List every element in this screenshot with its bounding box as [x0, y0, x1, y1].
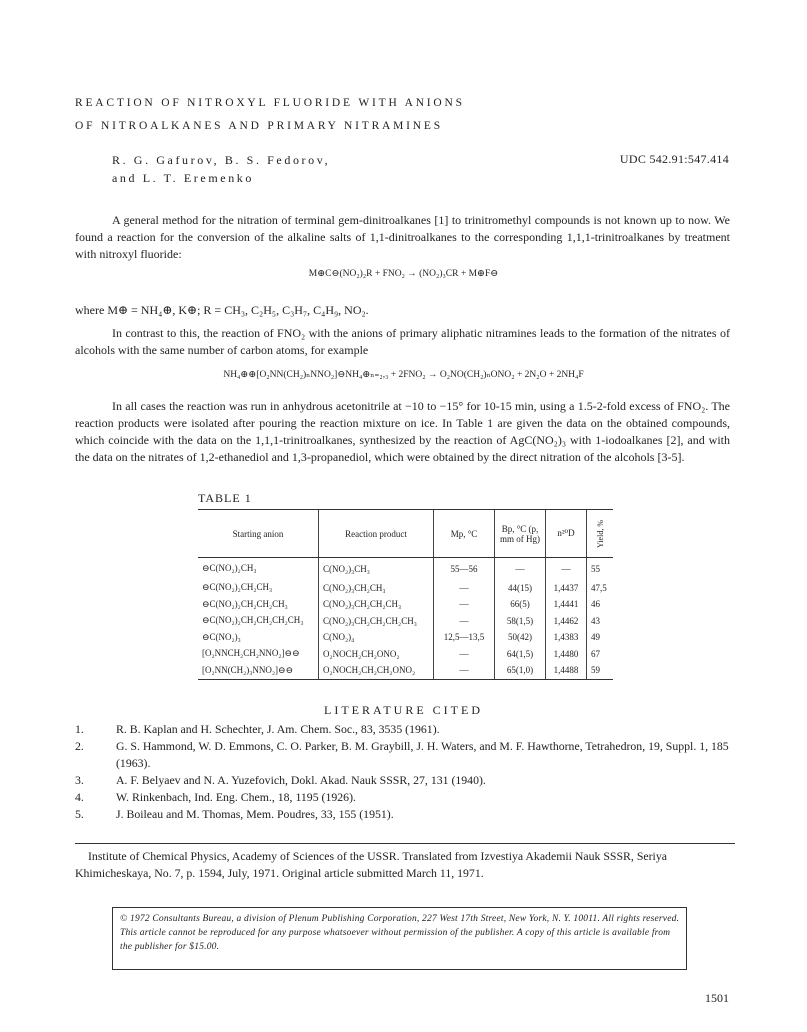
- table-cell-yield: 46: [587, 596, 614, 613]
- table-cell-product: O₂NOCH₂CH₂CH₂ONO₂: [319, 662, 434, 679]
- reference-item: 4. W. Rinkenbach, Ind. Eng. Chem., 18, 1195 (1926).: [75, 790, 356, 804]
- header-bp: Bp, °C (p, mm of Hg): [495, 510, 546, 558]
- table-cell-yield: 43: [587, 613, 614, 630]
- table-cell-bp: 65(1,0): [495, 662, 546, 679]
- where-clause: where M⊕ = NH₄⊕, K⊕; R = CH₃, C₂H₅, C₃H₇, C₄H₉, NO₂.: [75, 303, 369, 317]
- table-cell-anion: ⊖C(NO₂)₂CH₃: [202, 563, 257, 574]
- table-cell-nd: 1,4488: [546, 662, 587, 679]
- page-number: 1501: [705, 991, 729, 1005]
- table-cell-product: C(NO₂)₄: [319, 629, 434, 646]
- table-cell-bp: 64(1,5): [495, 646, 546, 663]
- header-yield: Yield, %: [587, 510, 614, 558]
- table-cell-bp: 44(15): [495, 580, 546, 597]
- table-cell-product: C(NO₂)₃CH₂CH₃: [319, 580, 434, 597]
- table-cell-mp: —: [434, 662, 495, 679]
- table-cell-bp: 58(1,5): [495, 613, 546, 630]
- paper-title-line-2: OF NITROALKANES AND PRIMARY NITRAMINES: [75, 120, 443, 132]
- equation-2: NH₄⊕⊕[O₂NN(CH₂)ₙNNO₂]⊖NH₄⊕ₙ₌₂,₃ + 2FNO₂ → O₂NO(CH₂)ₙONO₂ + 2N₂O + 2NH₄F: [223, 370, 584, 380]
- table-cell-anion: ⊖C(NO₂)₃: [202, 631, 241, 642]
- table-cell-nd: 1,4437: [546, 580, 587, 597]
- table-cell-mp: 55—56: [434, 558, 495, 580]
- reference-item: 5. J. Boileau and M. Thomas, Mem. Poudres, 33, 155 (1951).: [75, 807, 394, 821]
- table-cell-nd: 1,4480: [546, 646, 587, 663]
- authors-line-1: R. G. Gafurov, B. S. Fedorov,: [112, 153, 331, 167]
- table-cell-bp: 50(42): [495, 629, 546, 646]
- table-cell-yield: 59: [587, 662, 614, 679]
- table-cell-nd: 1,4383: [546, 629, 587, 646]
- table-cell-yield: 49: [587, 629, 614, 646]
- authors: [112, 151, 330, 187]
- footer-divider: [75, 843, 735, 844]
- header-mp: Mp, °C: [434, 510, 495, 558]
- table-cell-product: O₂NOCH₂CH₂ONO₂: [319, 646, 434, 663]
- table-cell-yield: 67: [587, 646, 614, 663]
- equation-1: M⊕C⊖(NO₂)₂R + FNO₂ → (NO₂)₃CR + M⊕F⊖: [308, 269, 499, 279]
- table-cell-nd: 1,4462: [546, 613, 587, 630]
- table-cell-yield: 55: [587, 558, 614, 580]
- paragraph-intro: A general method for the nitration of terminal gem-dinitroalkanes [1] to trinitromethyl compounds is not known up to now. We found a reaction for the conversion of the alkaline salts of 1,1-dinitroalkanes to the corresponding 1,1,1-trinitroalkanes by treatment with nitroxyl fluoride:: [75, 213, 730, 261]
- table-cell-bp: —: [495, 558, 546, 580]
- header-refractive-index: n²⁰D: [546, 510, 587, 558]
- results-table: [198, 509, 613, 680]
- header-starting-anion: Starting anion: [198, 510, 319, 558]
- table-cell-nd: 1,4441: [546, 596, 587, 613]
- reference-list: [75, 721, 735, 823]
- institute-note: Institute of Chemical Physics, Academy of Sciences of the USSR. Translated from Izvestiya Akademii Nauk SSSR, Seriya Khimicheskaya, No. 7, p. 1594, July, 1971. Original article submitted March 11, 1971.: [75, 849, 667, 880]
- udc-code: UDC 542.91:547.414: [619, 152, 729, 166]
- paper-title-line-1: REACTION OF NITROXYL FLUORIDE WITH ANIONS: [75, 97, 465, 109]
- table-cell-nd: —: [546, 558, 587, 580]
- reference-item: 1. R. B. Kaplan and H. Schechter, J. Am. Chem. Soc., 83, 3535 (1961).: [75, 722, 440, 736]
- table-cell-anion: [O₂NN(CH₂)₃NNO₂]⊖⊖: [198, 662, 319, 679]
- table-cell-product: C(NO₂)₃CH₂CH₂CH₃: [319, 596, 434, 613]
- table-cell-bp: 66(5): [495, 596, 546, 613]
- table-caption: TABLE 1: [198, 491, 252, 505]
- literature-heading: LITERATURE CITED: [324, 703, 483, 717]
- table-cell-mp: —: [434, 613, 495, 630]
- copyright-notice: © 1972 Consultants Bureau, a division of Plenum Publishing Corporation, 227 West 17th Street, New York, N. Y. 10011. All rights reserved. This article cannot be reproduced for any purpose whatsoever without permission of the publisher. A copy of this article is available from the publisher for $15.00.: [120, 914, 680, 952]
- reference-item: 2. G. S. Hammond, W. D. Emmons, C. O. Parker, B. M. Graybill, J. H. Waters, and M. F. Hawthorne, Tetrahedron, 19, Suppl. 1, 185 (1963).: [75, 739, 729, 770]
- table-cell-anion: ⊖C(NO₂)₂CH₂CH₃: [202, 582, 273, 593]
- authors-line-2: and L. T. Eremenko: [112, 171, 254, 185]
- table-cell-mp: 12,5—13,5: [434, 629, 495, 646]
- table-cell-anion: ⊖C(NO₂)₂CH₂CH₂CH₃: [202, 598, 288, 609]
- header-reaction-product: Reaction product: [319, 510, 434, 558]
- paragraph-conditions: In all cases the reaction was run in anhydrous acetonitrile at −10 to −15° for 10-15 min, using a 1.5-2-fold excess of FNO₂. The reaction products were isolated after pouring the reaction mixture on ice. In Table 1 are given the data on the obtained compounds, which coincide with the data on the 1,1,1-trinitroalkanes, synthesized by the reaction of AgC(NO₂)₃ with 1-iodoalkanes [2], and with the data on the nitrates of 1,2-ethanediol and 1,3-propanediol, which were obtained by the direct nitration of the alcohols [3-5].: [75, 399, 730, 464]
- table-cell-mp: —: [434, 580, 495, 597]
- reference-item: 3. A. F. Belyaev and N. A. Yuzefovich, Dokl. Akad. Nauk SSSR, 27, 131 (1940).: [75, 773, 486, 787]
- table-cell-yield: 47,5: [587, 580, 614, 597]
- table-cell-product: C(NO₂)₃CH₃: [319, 558, 434, 580]
- table-cell-product: C(NO₂)₃CH₂CH₂CH₂CH₃: [319, 613, 434, 630]
- table-cell-mp: —: [434, 596, 495, 613]
- table-cell-anion: [O₂NNCH₂CH₂NNO₂]⊖⊖: [202, 648, 300, 659]
- table-cell-anion: ⊖C(NO₂)₂CH₂CH₂CH₂CH₃: [202, 615, 304, 626]
- paragraph-contrast: In contrast to this, the reaction of FNO₂ with the anions of primary aliphatic nitramines leads to the formation of the nitrates of alcohols with the same number of carbon atoms, for example: [75, 326, 730, 357]
- table-cell-mp: —: [434, 646, 495, 663]
